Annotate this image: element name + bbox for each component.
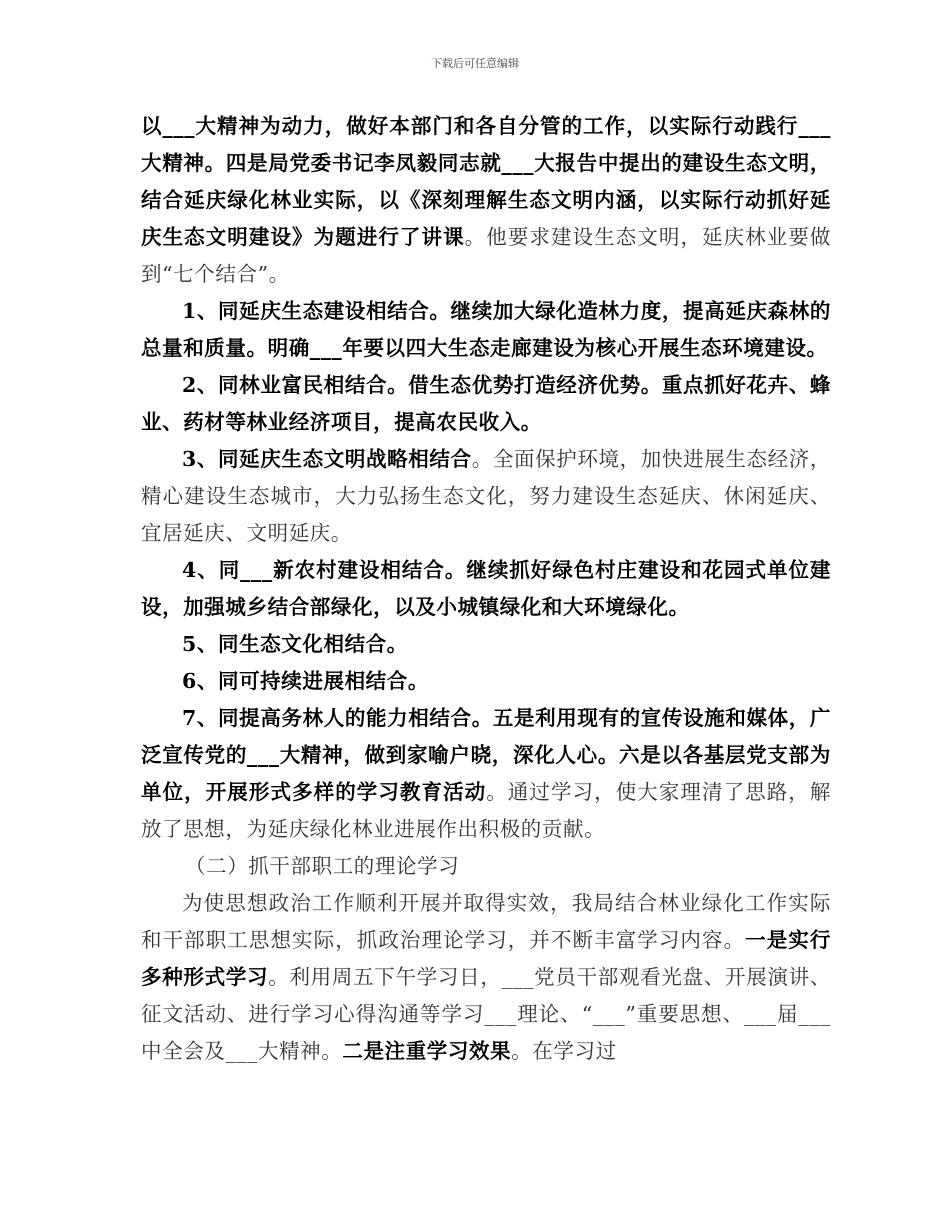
text-run: 。他要求建设生态文明，延庆林业要做到“七个结合”。 xyxy=(141,225,832,286)
text-run: （二）抓干部职工的理论学习 xyxy=(185,854,460,878)
text-run: 5、同生态文化相结合。 xyxy=(182,632,408,656)
text-run: 7、同提高务林人的能力相结合。五是利用现有的宣传设施和媒体，广泛宣传党的___大精神，做到家喻户晓，深化人心。六是以各基层党支部为单位，开展形式多样的学习教育活动 xyxy=(141,706,831,804)
text-run: 2、同林业富民相结合。借生态优势打造经济优势。重点抓好花卉、蜂业、药材等林业经济项目，提高农民收入。 xyxy=(141,373,831,434)
paragraph-item-4 xyxy=(141,552,831,626)
document-body xyxy=(141,108,831,1070)
text-run: 3、同延庆生态文明战略相结合 xyxy=(182,447,472,471)
paragraph-item-3 xyxy=(141,441,831,552)
paragraph-1 xyxy=(141,108,831,293)
text-run: 4、同___新农村建设相结合。继续抓好绿色村庄建设和花园式单位建设，加强城乡结合部绿化，以及小城镇绿化和大环境绿化。 xyxy=(141,558,831,619)
text-run: 二是注重学习效果 xyxy=(342,1039,512,1063)
paragraph-study xyxy=(141,885,831,1070)
paragraph-item-5 xyxy=(141,626,831,663)
paragraph-item-6 xyxy=(141,663,831,700)
text-run: 为使思想政治工作顺利开展并取得实效，我局结合林业绿化工作实际和干部职工思想实际，抓政治理论学习，并不断丰富学习内容。 xyxy=(141,891,831,952)
page-header: 下载后可任意编辑 xyxy=(431,57,519,70)
paragraph-item-1 xyxy=(141,293,831,367)
text-run: 1、同延庆生态建设相结合。继续加大绿化造林力度，提高延庆森林的总量和质量。明确___年要以四大生态走廊建设为核心开展生态环境建设。 xyxy=(141,299,831,360)
text-run: 。利用周五下午学习日，___党员干部观看光盘、开展演讲、征文活动、进行学习心得沟通等学习___理论、“___”重要思想、___届___中全会及___大精神。 xyxy=(141,965,831,1063)
text-run: 6、同可持续进展相结合。 xyxy=(182,669,429,693)
section-heading xyxy=(141,848,831,885)
text-run: 。通过学习，使大家理清了思路，解放了思想，为延庆绿化林业进展作出积极的贡献。 xyxy=(141,780,831,841)
text-run: 一是实行多种形式学习 xyxy=(141,928,831,989)
text-run: 。在学习过 xyxy=(511,1039,617,1063)
text-run: 以___大精神为动力，做好本部门和各自分管的工作，以实际行动践行___大精神。四是局党委书记李凤毅同志就___大报告中提出的建设生态文明，结合延庆绿化林业实际，以《深刻理解生态文明内涵，以实际行动抓好延庆生态文明建设》为题进行了讲课 xyxy=(141,114,831,249)
paragraph-item-2 xyxy=(141,367,831,441)
paragraph-item-7 xyxy=(141,700,831,848)
text-run: 。全面保护环境，加快进展生态经济，精心建设生态城市，大力弘扬生态文化，努力建设生态延庆、休闲延庆、宜居延庆、文明延庆。 xyxy=(141,447,832,545)
